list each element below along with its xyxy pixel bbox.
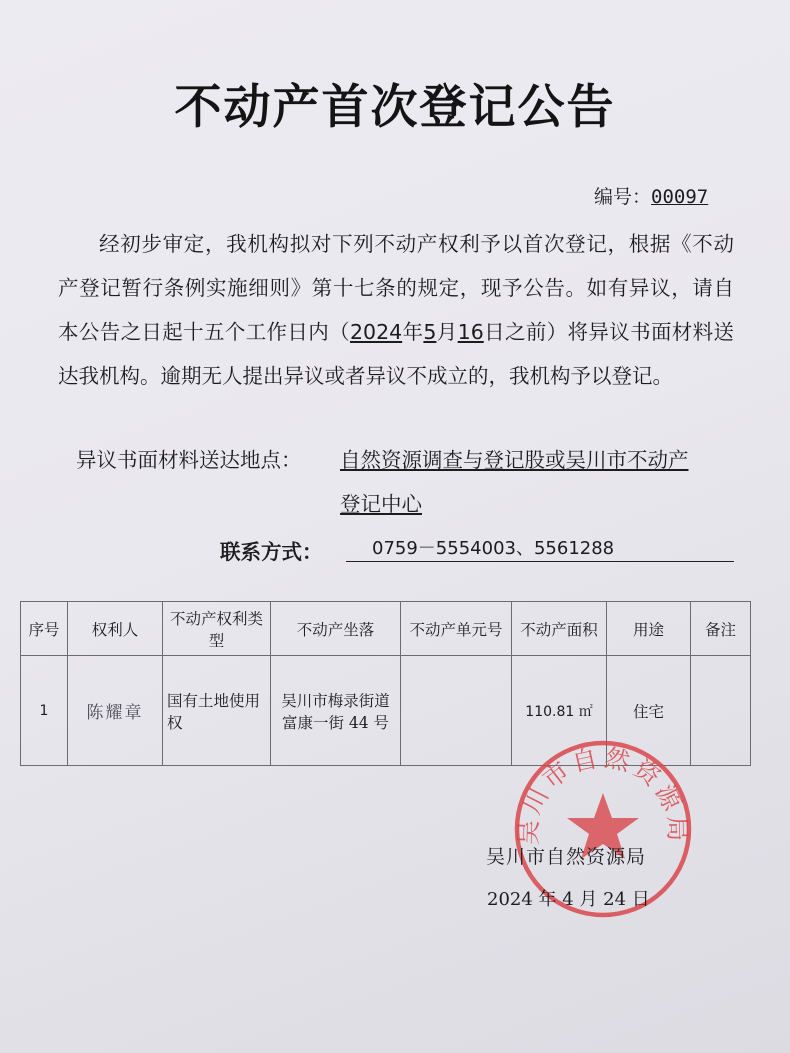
seal-text: 吴川市自然资源局: [513, 742, 693, 846]
deadline-day: 16: [457, 320, 484, 344]
header-area: 不动产面积: [512, 602, 607, 656]
address-label: 异议书面材料送达地点：: [76, 448, 302, 472]
cell-area: 110.81 ㎡: [512, 656, 607, 766]
notice-text-part2: 日之前）将异议书面材料送达我机构。逾期无人提出异议或者异议不成立的，我机构予以登记。: [58, 320, 735, 388]
page-title: 不动产首次登记公告: [174, 80, 616, 135]
document-number-value: 00097: [651, 186, 709, 208]
header-owner: 权利人: [68, 602, 163, 656]
notice-paragraph: [58, 222, 734, 398]
cell-owner: 陈耀章: [68, 656, 163, 766]
cell-right-type: 国有土地使用权: [163, 656, 271, 766]
cell-location: 吴川市梅录街道富康一街 44 号: [271, 656, 401, 766]
notice-text-part1: 经初步审定，我机构拟对下列不动产权利予以首次登记，根据《不动产登记暂行条例实施细则》第十七条的规定，现予公告。如有异议，请自本公告之日起十五个工作日内（: [58, 232, 734, 344]
deadline-month-unit: 月: [436, 320, 458, 344]
cell-unit-no: [401, 656, 512, 766]
signing-organization: 吴川市自然资源局: [486, 846, 647, 868]
document-number-label: 编号：: [594, 186, 652, 208]
cell-usage: 住宅: [607, 656, 691, 766]
header-right-type: 不动产权利类型: [163, 602, 271, 656]
header-unit-no: 不动产单元号: [401, 602, 512, 656]
deadline-month: 5: [423, 320, 437, 344]
deadline-year-unit: 年: [402, 320, 424, 344]
header-note: 备注: [691, 602, 751, 656]
header-usage: 用途: [607, 602, 691, 656]
address-value-line2: 登记中心: [340, 492, 422, 516]
header-location: 不动产坐落: [271, 602, 401, 656]
table-header-row: [21, 602, 751, 656]
signing-date: 2024 年 4 月 24 日: [487, 889, 650, 910]
address-value-line1: 自然资源调查与登记股或吴川市不动产: [340, 448, 689, 472]
contact-label: 联系方式：: [220, 540, 323, 564]
deadline-year: 2024: [350, 320, 403, 344]
header-index: 序号: [21, 602, 68, 656]
cell-index: 1: [21, 656, 68, 766]
cell-note: [691, 656, 751, 766]
contact-value: 0759－5554003、5561288: [346, 537, 734, 562]
document-number: [594, 182, 708, 209]
